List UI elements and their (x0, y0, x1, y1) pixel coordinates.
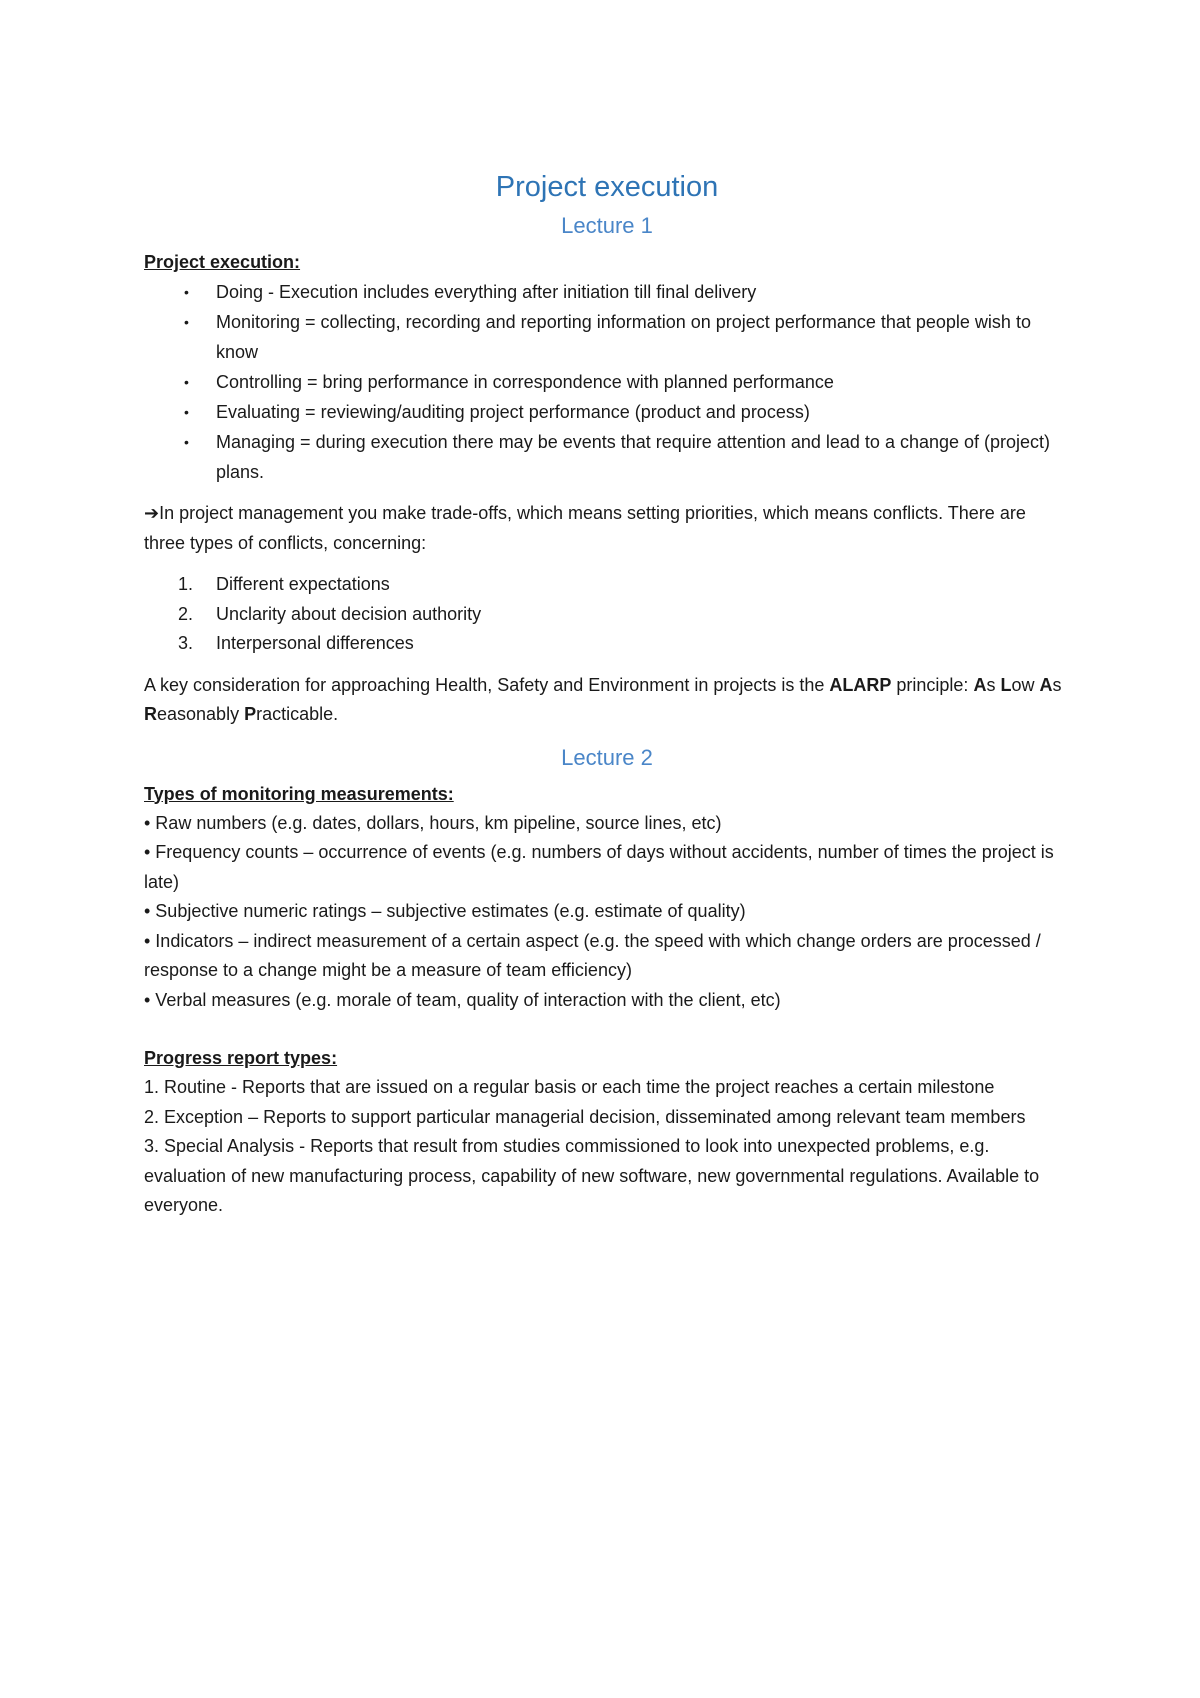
monitoring-heading: Types of monitoring measurements: (144, 783, 454, 804)
list-item: 3. Interpersonal differences (178, 633, 414, 653)
project-execution-heading: Project execution: (144, 252, 301, 272)
list-item: 1. Routine - Reports that are issued on a regular basis or each time the project reaches a certain milestone (144, 1077, 995, 1097)
bullet-icon: • (184, 404, 189, 420)
list-item: • Evaluating = reviewing/auditing project performance (product and process) (144, 397, 1070, 427)
list-item: • Verbal measures (e.g. morale of team, quality of interaction with the client, etc) (144, 989, 781, 1010)
list-item: • Indicators – indirect measurement of a certain aspect (e.g. the speed with which change orders are processed / response to a change might be a measure of team efficiency) (144, 930, 1041, 980)
arrow-icon: ➔ (144, 503, 160, 523)
list-item: 2. Exception – Reports to support particular managerial decision, disseminated among relevant team members (144, 1106, 1026, 1127)
alarp-paragraph: A key consideration for approaching Health, Safety and Environment in projects is the ALARP principle: As Low As Reasonably Practicable. (144, 674, 1062, 724)
list-item: • Subjective numeric ratings – subjective estimates (e.g. estimate of quality) (144, 901, 746, 921)
progress-report-heading: Progress report types: (144, 1048, 338, 1068)
list-item: 1. Different expectations (178, 574, 390, 594)
conflict-types-list (144, 570, 1070, 659)
bullet-icon: • (184, 374, 189, 390)
bullet-icon: • (184, 314, 189, 330)
monitoring-list (144, 809, 1070, 1016)
list-item: • Managing = during execution there may be events that require attention and lead to a change of (project) plans. (144, 427, 1070, 487)
tradeoff-paragraph: ➔In project management you make trade-offs, which means setting priorities, which means conflicts. There are three types of conflicts, concerning: (144, 503, 1026, 553)
execution-bullet-list (144, 277, 1070, 487)
bullet-icon: • (184, 434, 189, 450)
list-item: 3. Special Analysis - Reports that result from studies commissioned to look into unexpected problems, e.g. evaluation of new manufacturing process, capability of new software, new governmental regulations. Available to everyone. (144, 1136, 1040, 1215)
list-item: • Raw numbers (e.g. dates, dollars, hours, km pipeline, source lines, etc) (144, 812, 722, 833)
lecture-1-subtitle: Lecture 1 (561, 213, 653, 238)
document-title: Project execution (495, 171, 719, 203)
bullet-icon: • (184, 284, 189, 300)
list-item: • Monitoring = collecting, recording and reporting information on project performance that people wish to know (144, 307, 1070, 367)
list-item: • Controlling = bring performance in correspondence with planned performance (144, 367, 1070, 397)
lecture-2-subtitle: Lecture 2 (561, 744, 653, 770)
list-item: • Doing - Execution includes everything after initiation till final delivery (144, 277, 1070, 307)
report-types-list (144, 1073, 1070, 1221)
list-item: 2. Unclarity about decision authority (178, 603, 482, 624)
list-item: • Frequency counts – occurrence of events (e.g. numbers of days without accidents, number of times the project is late) (144, 842, 1054, 892)
